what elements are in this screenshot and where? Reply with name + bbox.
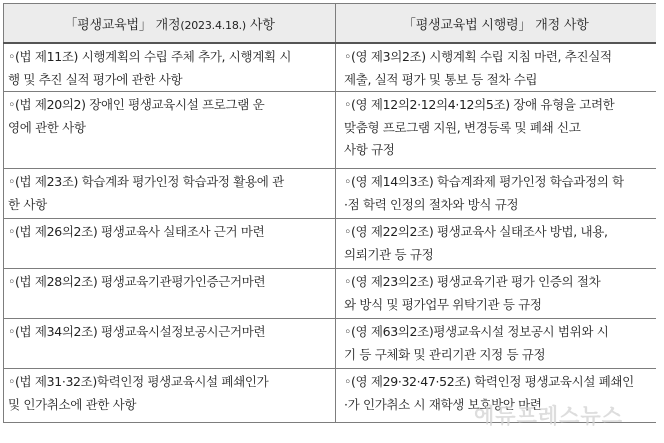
table-header-row [4,4,656,44]
law-item-text: ◦(법 제26의2조) 평생교육사 실태조사 근거 마련 [8,224,265,239]
table-row [4,269,656,319]
decree-item-text: ◦(영 제12의2·12의4·12의5조) 장애 유형을 고려한 맞춤형 프로그램 지원, 변경등록 및 폐쇄 신고 사항 규정 [344,97,615,157]
amendment-comparison-table [3,3,656,423]
law-cell [4,269,336,319]
law-item-text: ◦(법 제11조) 시행계획의 수립 주체 추가, 시행계획 시 행 및 추진 실적 평가에 관한 사항 [8,49,292,87]
header-decree-amendments: 「평생교육법 시행령」 개정 사항 [336,4,656,44]
table-row [4,43,656,92]
law-item-text: ◦(법 제20의2) 장애인 평생교육시설 프로그램 운 영에 관한 사항 [8,97,265,135]
law-cell [4,169,336,219]
decree-cell [336,319,656,369]
table-row [4,92,656,169]
header-law-amendments [4,4,336,44]
law-item-text: ◦(법 제28의2조) 평생교육기관평가인증근거마련 [8,274,266,289]
watermark-logo: 에듀프레스뉴스 [474,404,624,428]
law-cell [4,92,336,169]
decree-cell [336,169,656,219]
law-cell [4,43,336,92]
decree-item-text: ◦(영 제3의2조) 시행계획 수립 지침 마련, 추진실적 제출, 실적 평가 및 통보 등 절차 수립 [344,49,612,87]
law-item-text: ◦(법 제23조) 학습계좌 평가인정 학습과정 활용에 관 한 사항 [8,174,284,212]
law-cell [4,219,336,269]
law-item-text: ◦(법 제31·32조)학력인정 평생교육시설 폐쇄인가 및 인가취소에 관한 사항 [8,374,269,412]
table-row [4,319,656,369]
header-left-suffix: 사항 [246,17,275,33]
decree-cell [336,92,656,169]
decree-item-text: ◦(영 제23의2조) 평생교육기관 평가 인증의 절차 와 방식 및 평가업무 위탁기관 등 규정 [344,274,601,312]
table-row [4,169,656,219]
decree-cell [336,43,656,92]
decree-item-text: ◦(영 제14의3조) 학습계좌제 평가인정 학습과정의 학 ·점 학력 인정의 절차와 방식 규정 [344,174,624,212]
law-item-text: ◦(법 제34의2조) 평생교육시설정보공시근거마련 [8,324,266,339]
law-cell [4,319,336,369]
header-left-date: (2023.4.18.) [180,18,247,32]
law-cell [4,369,336,423]
decree-item-text: ◦(영 제29·32·47·52조) 학력인정 평생교육시설 폐쇄인 ·가 인가취소 시 재학생 보호방안 마련 [344,374,634,412]
decree-item-text: ◦(영 제22의2조) 평생교육사 실태조사 방법, 내용, 의뢰기관 등 규정 [344,224,608,262]
header-left-prefix: 「평생교육법」 개정 [64,17,181,33]
decree-item-text: ◦(영 제63의2조)평생교육시설 정보공시 범위와 시 기 등 구체화 및 관리기관 지정 등 규정 [344,324,609,362]
decree-cell [336,219,656,269]
decree-cell [336,269,656,319]
table-row [4,219,656,269]
